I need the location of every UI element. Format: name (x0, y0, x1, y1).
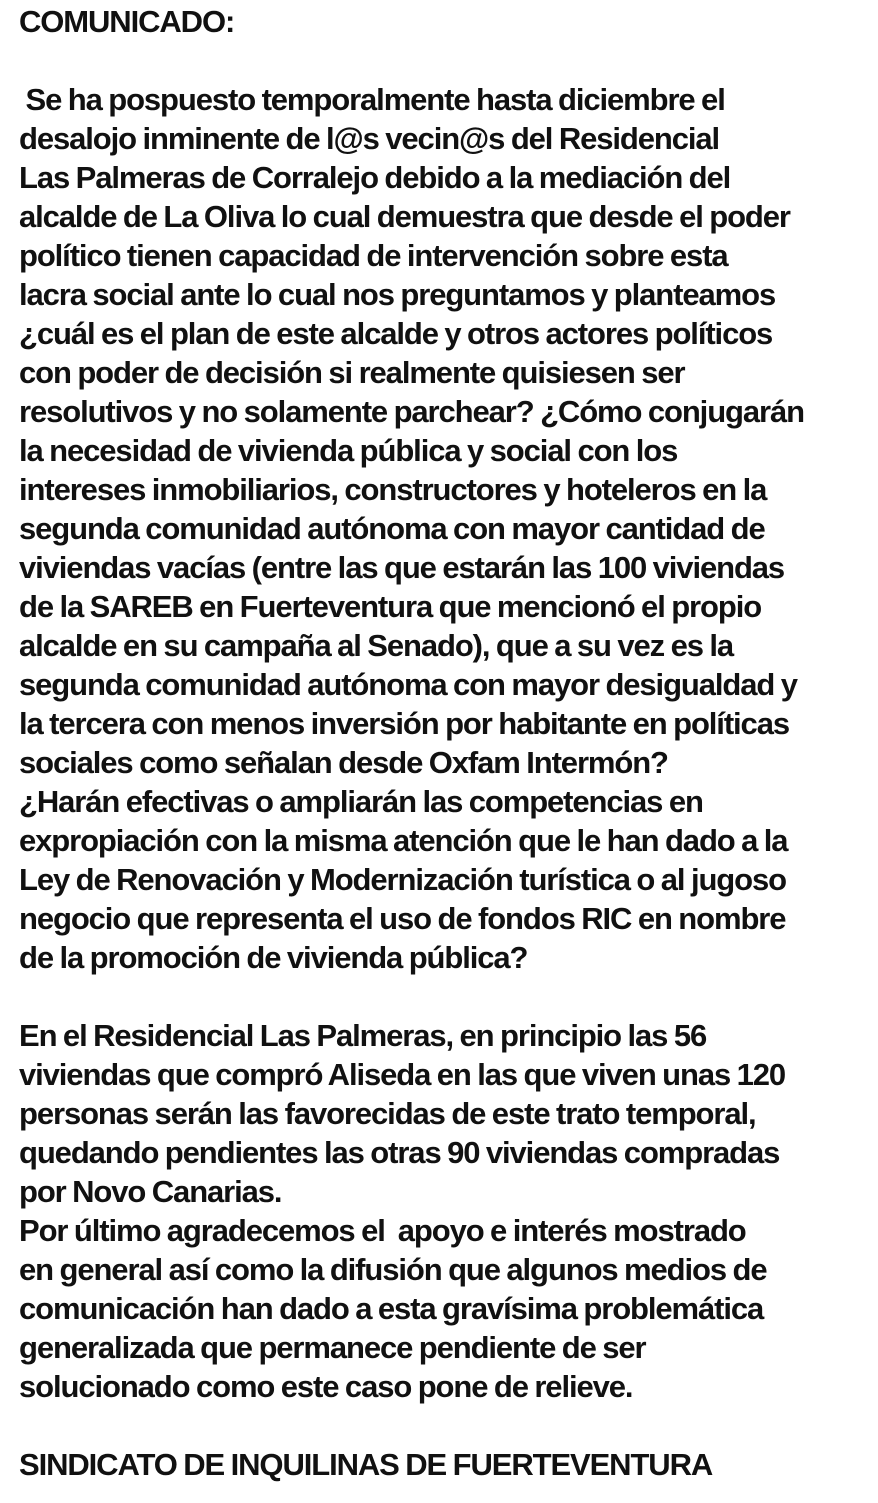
signature: SINDICATO DE INQUILINAS DE FUERTEVENTURA (19, 1447, 713, 1482)
paragraph-1-line: alcalde en su campaña al Senado), que a su vez es la (19, 628, 734, 663)
paragraph-1-line: ¿cuál es el plan de este alcalde y otros actores políticos (19, 316, 773, 351)
paragraph-1-line: viviendas vacías (entre las que estarán las 100 viviendas (19, 550, 785, 585)
paragraph-2-line: viviendas que compró Aliseda en las que viven unas 120 (19, 1057, 786, 1092)
paragraph-2-line: generalizada que permanece pendiente de ser (19, 1330, 646, 1365)
blank-line (19, 977, 869, 1016)
paragraph-1-line: de la promoción de vivienda pública? (19, 940, 528, 975)
paragraph-1-line: segunda comunidad autónoma con mayor desigualdad y (19, 667, 797, 702)
blank-line (19, 1406, 869, 1445)
paragraph-2-line: solucionado como este caso pone de relieve. (19, 1369, 633, 1404)
paragraph-1-line: alcalde de La Oliva lo cual demuestra que desde el poder (19, 199, 790, 234)
paragraph-1-line: Ley de Renovación y Modernización turística o al jugoso (19, 862, 786, 897)
paragraph-1-line: sociales como señalan desde Oxfam Intermón? (19, 745, 668, 780)
blank-line (19, 41, 869, 80)
paragraph-1-line: Se ha pospuesto temporalmente hasta diciembre el (19, 82, 725, 117)
paragraph-2-line: quedando pendientes las otras 90 viviendas compradas (19, 1135, 780, 1170)
paragraph-1-line: intereses inmobiliarios, constructores y hoteleros en la (19, 472, 767, 507)
paragraph-2-line: personas serán las favorecidas de este trato temporal, (19, 1096, 756, 1131)
paragraph-2-line: por Novo Canarias. (19, 1174, 282, 1209)
communique-document (19, 2, 869, 1484)
paragraph-1-line: lacra social ante lo cual nos preguntamos y planteamos (19, 277, 776, 312)
paragraph-1-line: desalojo inminente de l@s vecin@s del Residencial (19, 121, 720, 156)
paragraph-1-line: de la SAREB en Fuerteventura que mencionó el propio (19, 589, 762, 624)
paragraph-2-line: en general así como la difusión que algunos medios de (19, 1252, 767, 1287)
paragraph-1-line: resolutivos y no solamente parchear? ¿Cómo conjugarán (19, 394, 804, 429)
paragraph-1-line: Las Palmeras de Corralejo debido a la mediación del (19, 160, 731, 195)
paragraph-1-line: expropiación con la misma atención que le han dado a la (19, 823, 788, 858)
paragraph-2-line: Por último agradecemos el apoyo e interés mostrado (19, 1213, 746, 1248)
paragraph-2 (19, 1016, 869, 1406)
paragraph-1-line: segunda comunidad autónoma con mayor cantidad de (19, 511, 765, 546)
paragraph-1-line: la tercera con menos inversión por habitante en políticas (19, 706, 789, 741)
paragraph-1-line: negocio que representa el uso de fondos RIC en nombre (19, 901, 786, 936)
heading: COMUNICADO: (19, 4, 235, 39)
paragraph-1-line: político tienen capacidad de intervención sobre esta (19, 238, 728, 273)
paragraph-1-line: con poder de decisión si realmente quisiesen ser (19, 355, 685, 390)
paragraph-2-line: comunicación han dado a esta gravísima problemática (19, 1291, 764, 1326)
paragraph-1-line: la necesidad de vivienda pública y social con los (19, 433, 678, 468)
paragraph-1-line: ¿Harán efectivas o ampliarán las competencias en (19, 784, 703, 819)
paragraph-1 (19, 80, 869, 977)
paragraph-2-line: En el Residencial Las Palmeras, en principio las 56 (19, 1018, 707, 1053)
